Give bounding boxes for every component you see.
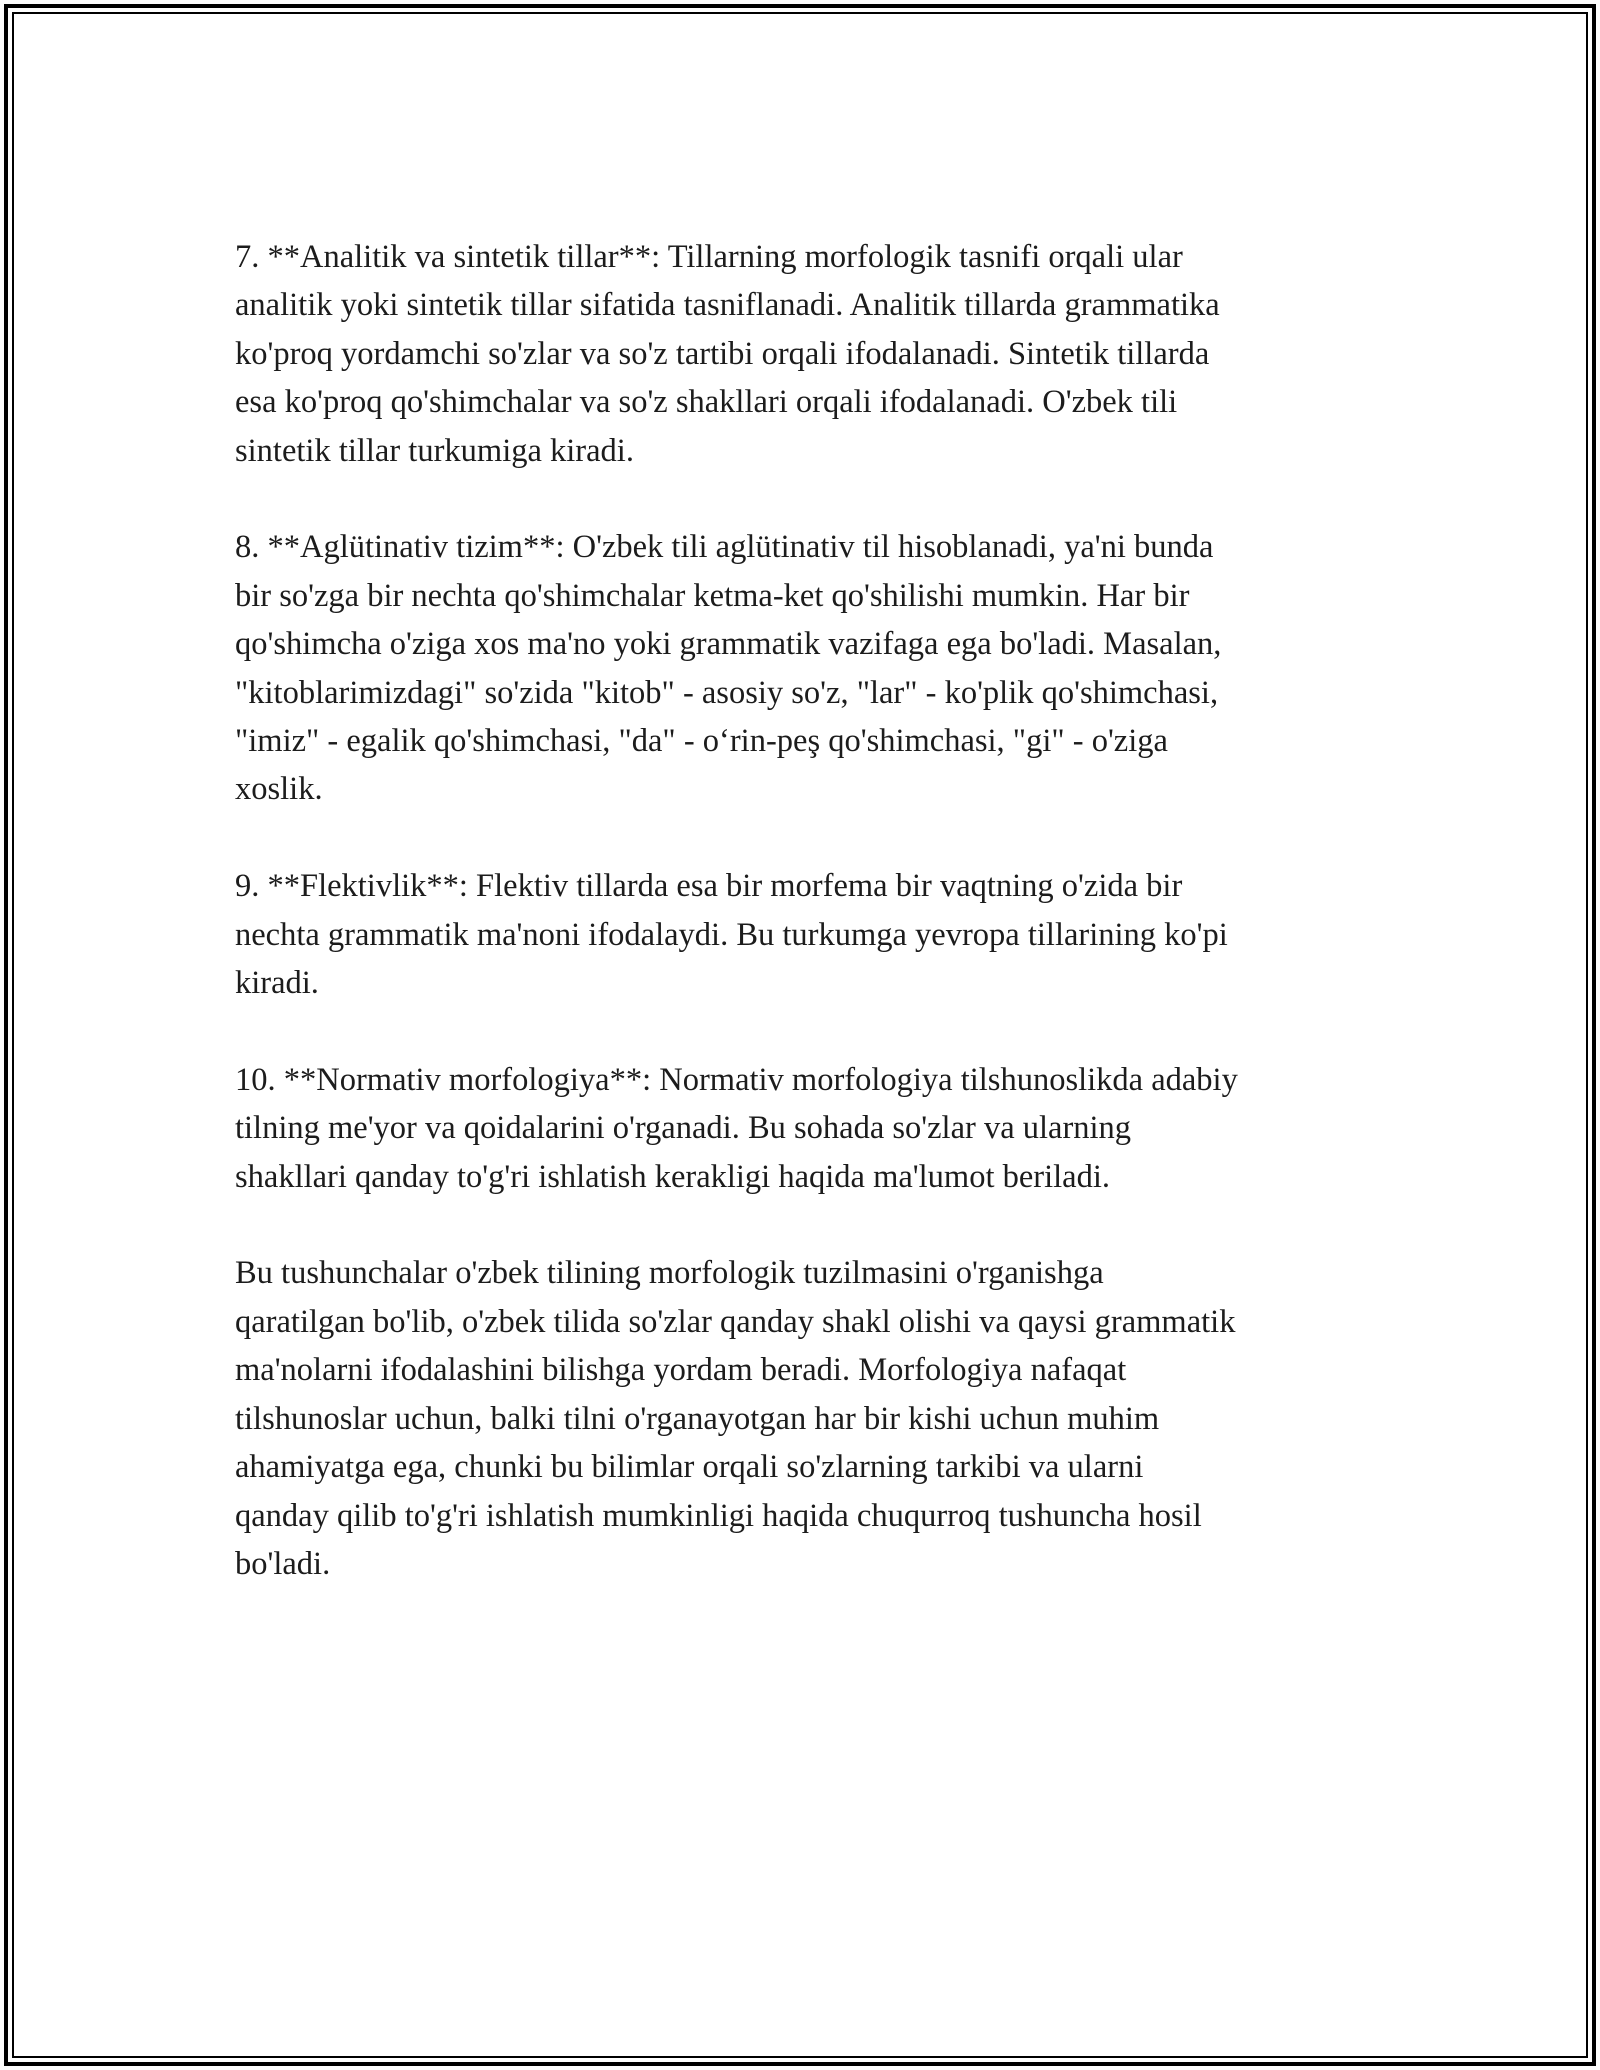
paragraph-analitik-sintetik: 7. **Analitik va sintetik tillar**: Tillarning morfologik tasnifi orqali ular analitik yoki sintetik tillar sifatida tasniflanadi. Analitik tillarda grammatika ko'proq yordamchi so'zlar va so'z tartibi orqali ifodalanadi. Sintetik tillarda esa ko'proq qo'shimchalar va so'z shakllari orqali ifodalanadi. O'zbek tili sintetik tillar turkumiga kiradi. (235, 239, 1220, 469)
paragraph-normativ-morfologiya: 10. **Normativ morfologiya**: Normativ morfologiya tilshunoslikda adabiy tilning me'yor va qoidalarini o'rganadi. Bu sohada so'zlar va ularning shakllari qanday to'g'ri ishlatish kerakligi haqida ma'lumot beriladi. (235, 1061, 1238, 1195)
paragraph-aglutinativ-tizim: 8. **Aglütinativ tizim**: O'zbek tili aglütinativ til hisoblanadi, ya'ni bunda bir so'zga bir nechta qo'shimchalar ketma-ket qo'shilishi mumkin. Har bir qo'shimcha o'ziga xos ma'no yoki grammatik vazifaga ega bo'ladi. Masalan, "kitoblarimizdagi" so'zida "kitob" - asosiy so'z, "lar" - ko'plik qo'shimchasi, "imiz" - egalik qo'shimchasi, "da" - o‘rin-peş qo'shimchasi, "gi" - o'ziga xoslik. (235, 529, 1222, 808)
paragraph-flektivlik: 9. **Flektivlik**: Flektiv tillarda esa bir morfema bir vaqtning o'zida bir nechta grammatik ma'noni ifodalaydi. Bu turkumga yevropa tillarining ko'pi kiradi. (235, 868, 1228, 1002)
document-body (235, 233, 1375, 1637)
paragraph-conclusion: Bu tushunchalar o'zbek tilining morfologik tuzilmasini o'rganishga qaratilgan bo'lib, o'zbek tilida so'zlar qanday shakl olishi va qaysi grammatik ma'nolarni ifodalashini bilishga yordam beradi. Morfologiya nafaqat tilshunoslar uchun, balki tilni o'rganayotgan har bir kishi uchun muhim ahamiyatga ega, chunki bu bilimlar orqali so'zlarning tarkibi va ularni qanday qilib to'g'ri ishlatish mumkinligi haqida chuqurroq tushuncha hosil bo'ladi. (235, 1255, 1236, 1582)
